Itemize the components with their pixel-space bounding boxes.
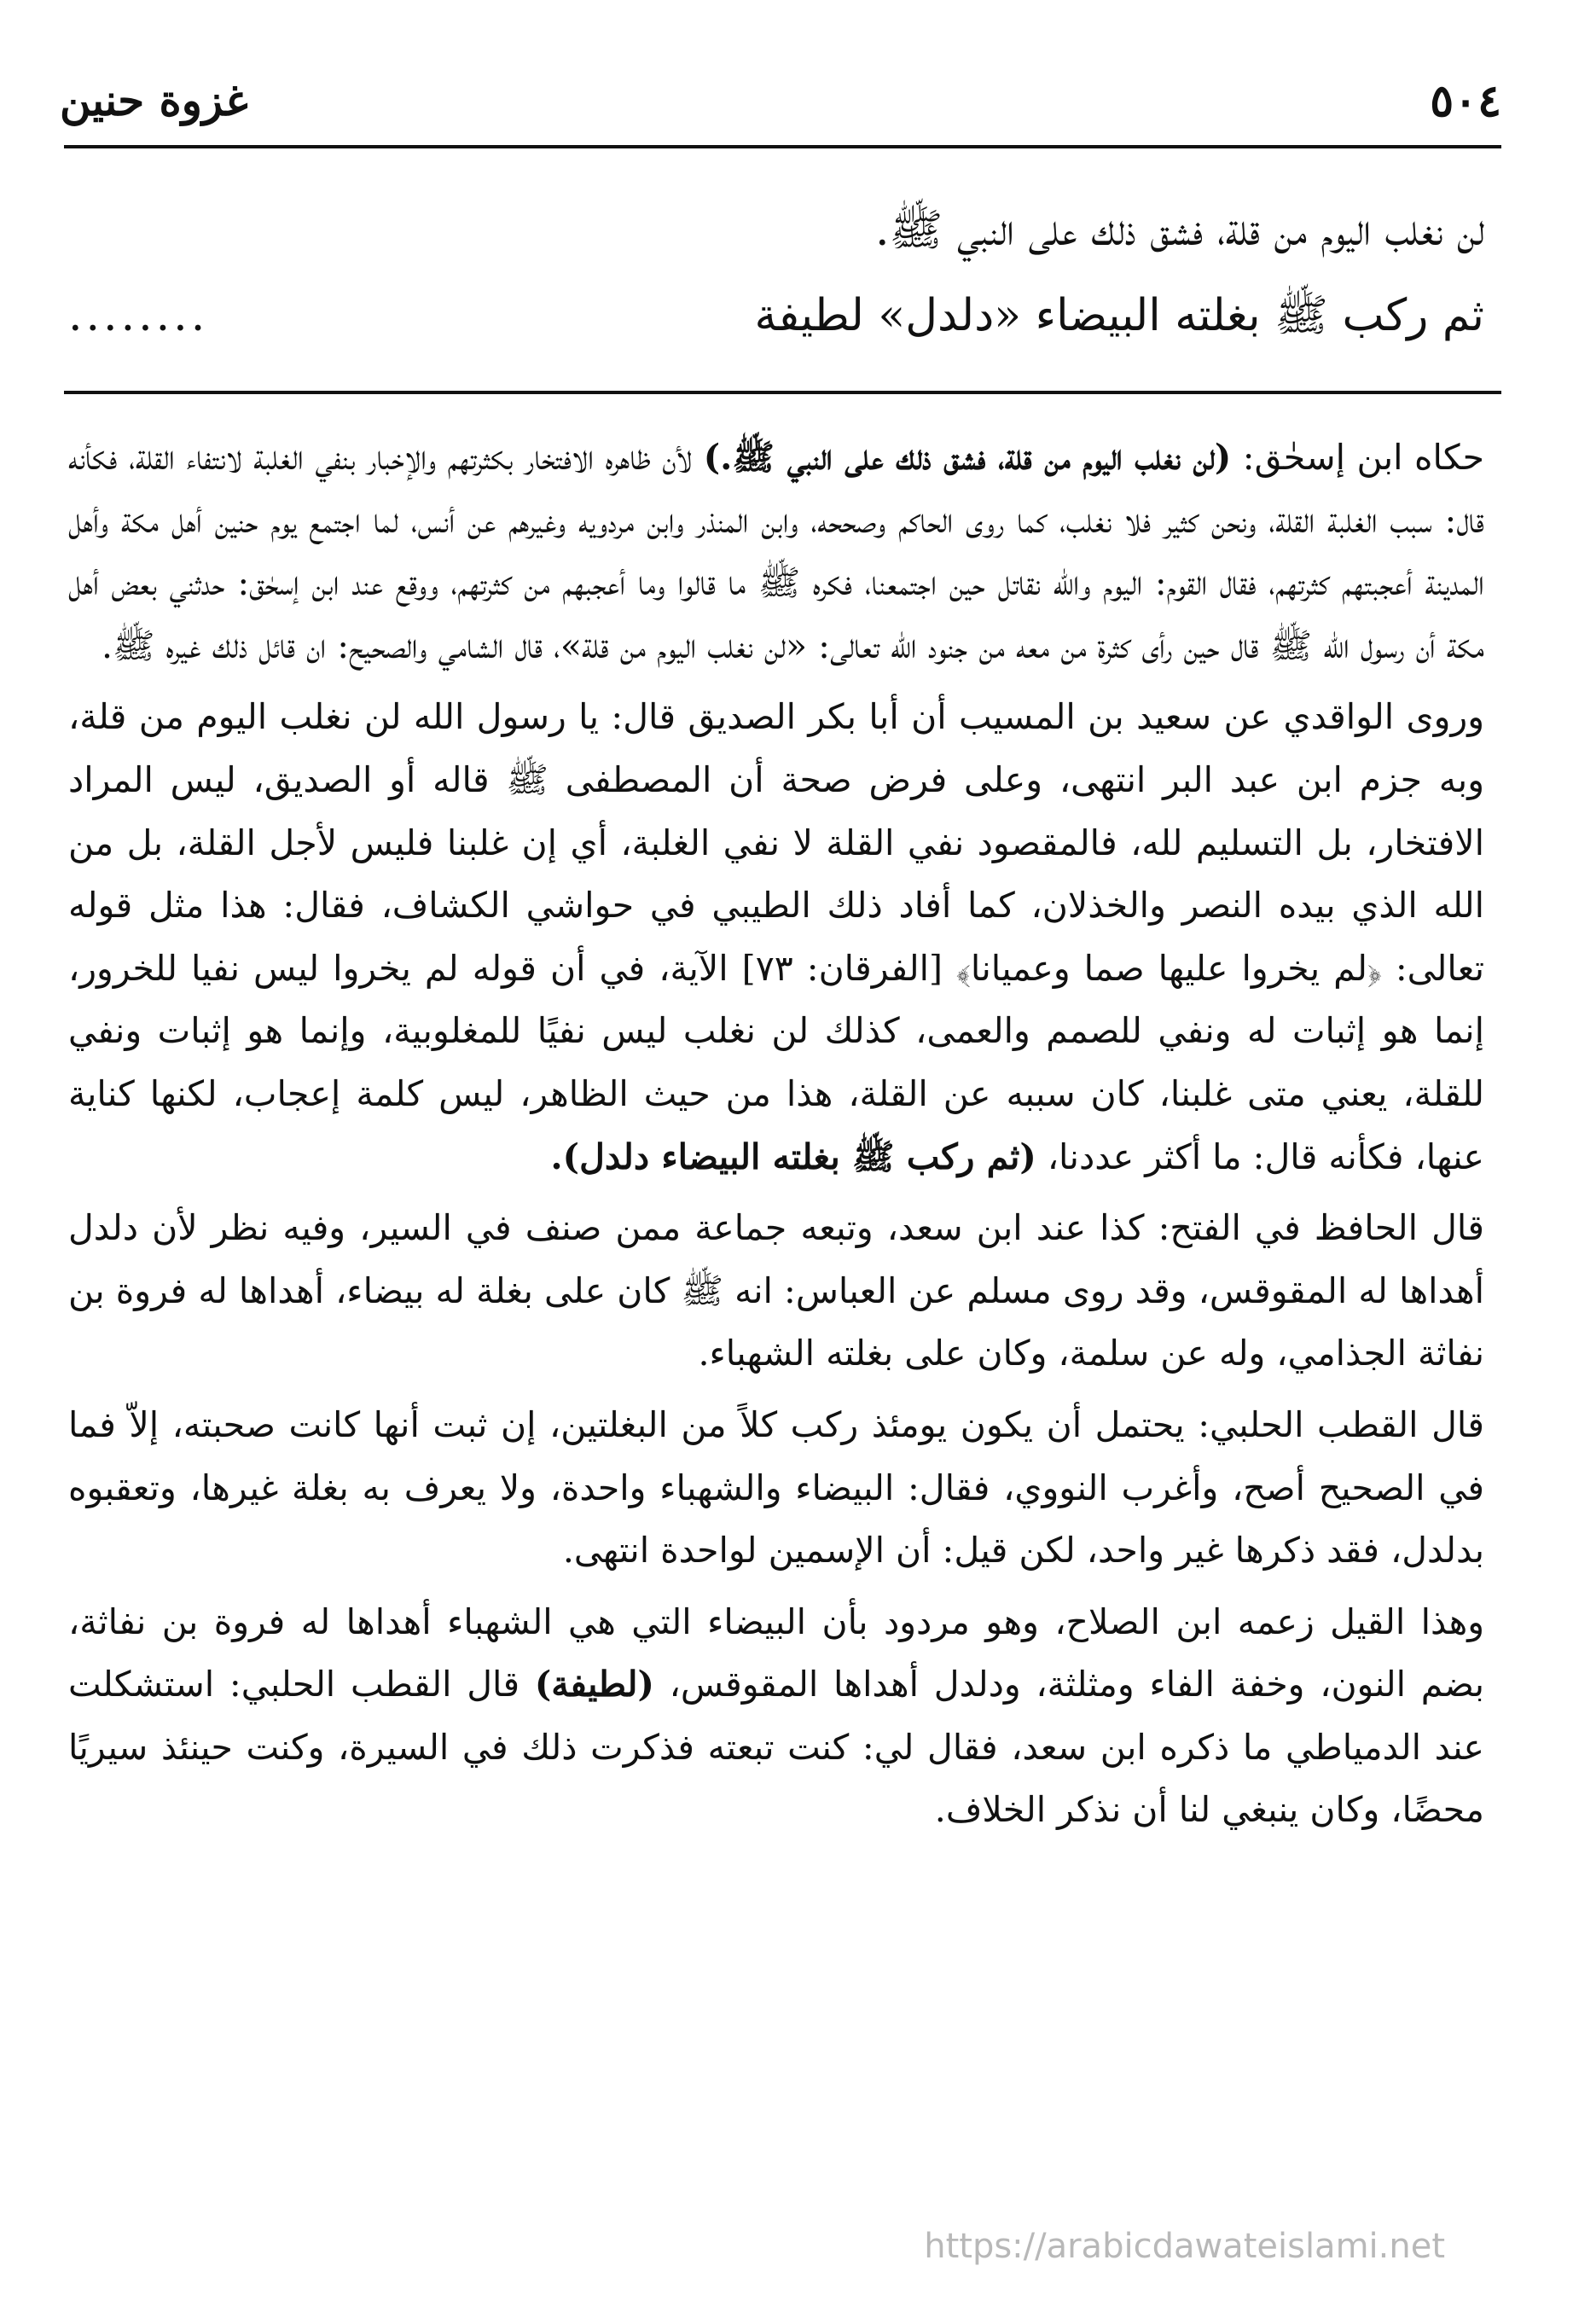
- main-text-line-text: ثم ركب ﷺ بغلته البيضاء «دلدل» لطيفة: [754, 290, 1484, 341]
- commentary-paragraph: قال القطب الحلبي: يحتمل أن يكون يومئذ ركب كلاً من البغلتين، إن ثبت أنها كانت صحبته، إلاّ فما في الصحيح أصح، وأغرب النووي، فقال: البيضاء والشهباء واحدة، ولا يعرف به بغلة غيرها، وتعقبوه بدلدل، فقد ذكرها غير واحد، لكن قيل: أن الإسمين لواحدة انتهى.: [68, 1403, 1484, 1572]
- commentary: [68, 427, 1484, 1842]
- watermark-url: https://arabicdawateislami.net: [924, 2227, 1445, 2266]
- commentary-paragraph: [68, 686, 1484, 1188]
- commentary-paragraph: [68, 1591, 1484, 1842]
- commentary-text: قال القطب الحلبي: استشكلت عند الدمياطي ما ذكره ابن سعد، فقال لي: كنت تبعته فذكرت ذلك في السيرة، وكنت حينئذ سيريًا محضًا، وكان ينبغي لنا أن نذكر الخلاف.: [68, 1664, 1484, 1831]
- commentary-text: لأن ظاهره الافتخار بكثرتهم والإخبار بنفي الغلبة لانتفاء القلة، فكأنه قال: سبب الغلبة القلة، ونحن كثير فلا نغلب، كما روى الحاكم وصححه، وابن المنذر وابن مردويه وغيرهم عن أنس، لما اجتمع يوم حنين أهل مكة وأهل المدينة أعجبتهم كثرتهم، فقال القوم: اليوم والله نقاتل حين اجتمعنا، فكره ﷺ ما قالوا وما أعجبهم من كثرتهم، ووقع عند ابن إسحٰق: حدثني بعض أهل مكة أن رسول الله ﷺ قال حين رأى كثرة من معه من جنود الله تعالى: «لن نغلب اليوم من قلة»، قال الشامي والصحيح: ان قائل ذلك غيره ﷺ.: [68, 437, 1484, 666]
- page-header: [60, 75, 1501, 143]
- quoted-heading: (لطيفة): [534, 1664, 654, 1705]
- ellipsis-dots: ........: [68, 290, 209, 341]
- quoted-matn: (لن نغلب اليوم من قلة، فشق ذلك على النبي ﷺ.): [703, 437, 1232, 478]
- chapter-title: غزوة حنين: [60, 75, 248, 125]
- main-text: [68, 188, 1484, 358]
- commentary-paragraph: قال الحافظ في الفتح: كذا عند ابن سعد، وتبعه جماعة ممن صنف في السير، وفيه نظر لأن دلدل أهداها له المقوقس، وقد روى مسلم عن العباس: انه ﷺ كان على بغلة له بيضاء، أهداها له فروة بن نفاثة الجذامي، وله عن سلمة، وكان على بغلته الشهباء.: [68, 1207, 1484, 1374]
- page-number: ٥٠٤: [1430, 75, 1501, 127]
- quoted-matn: (ثم ركب ﷺ بغلته البيضاء دلدل).: [550, 1136, 1036, 1177]
- commentary-paragraph: [68, 427, 1484, 677]
- main-text-line: لن نغلب اليوم من قلة، فشق ذلك على النبي ﷺ.: [875, 205, 1484, 256]
- commentary-text: وروى الواقدي عن سعيد بن المسيب أن أبا بكر الصديق قال: يا رسول الله لن نغلب اليوم من قلة، وبه جزم ابن عبد البر انتهى، وعلى فرض صحة أن المصطفى ﷺ قاله أو الصديق، ليس المراد الافتخار، بل التسليم لله، فالمقصود نفي القلة لا نفي الغلبة، أي إن غلبنا فليس لأجل القلة، بل من الله الذي بيده النصر والخذلان، كما أفاد ذلك الطيبي في حواشي الكشاف، فقال: هذا مثل قوله تعالى: ﴿لم يخروا عليها صما وعميانا﴾ [الفرقان: ٧٣] الآية، في أن قوله لم يخروا ليس نفيا للخرور، إنما هو إثبات له ونفي للصمم والعمى، كذلك لن نغلب ليس نفيًا للمغلوبية، وإنما هو إثبات ونفي للقلة، يعني متى غلبنا، كان سببه عن القلة، هذا من حيث الظاهر، ليس كلمة إعجاب، لكنها كناية عنها، فكأنه قال: ما أكثر عددنا،: [68, 696, 1485, 1177]
- commentary-text: وهذا القيل زعمه ابن الصلاح، وهو مردود بأن البيضاء التي هي الشهباء أهداها له فروة بن نفاثة، بضم النون، وخفة الفاء ومثلثة، ودلدل أهداها المقوقس،: [68, 1601, 1484, 1705]
- section-divider: [64, 391, 1501, 394]
- main-text-line: [68, 273, 1484, 358]
- header-rule: [64, 145, 1501, 148]
- commentary-text: حكاه ابن إسحٰق:: [1231, 437, 1484, 478]
